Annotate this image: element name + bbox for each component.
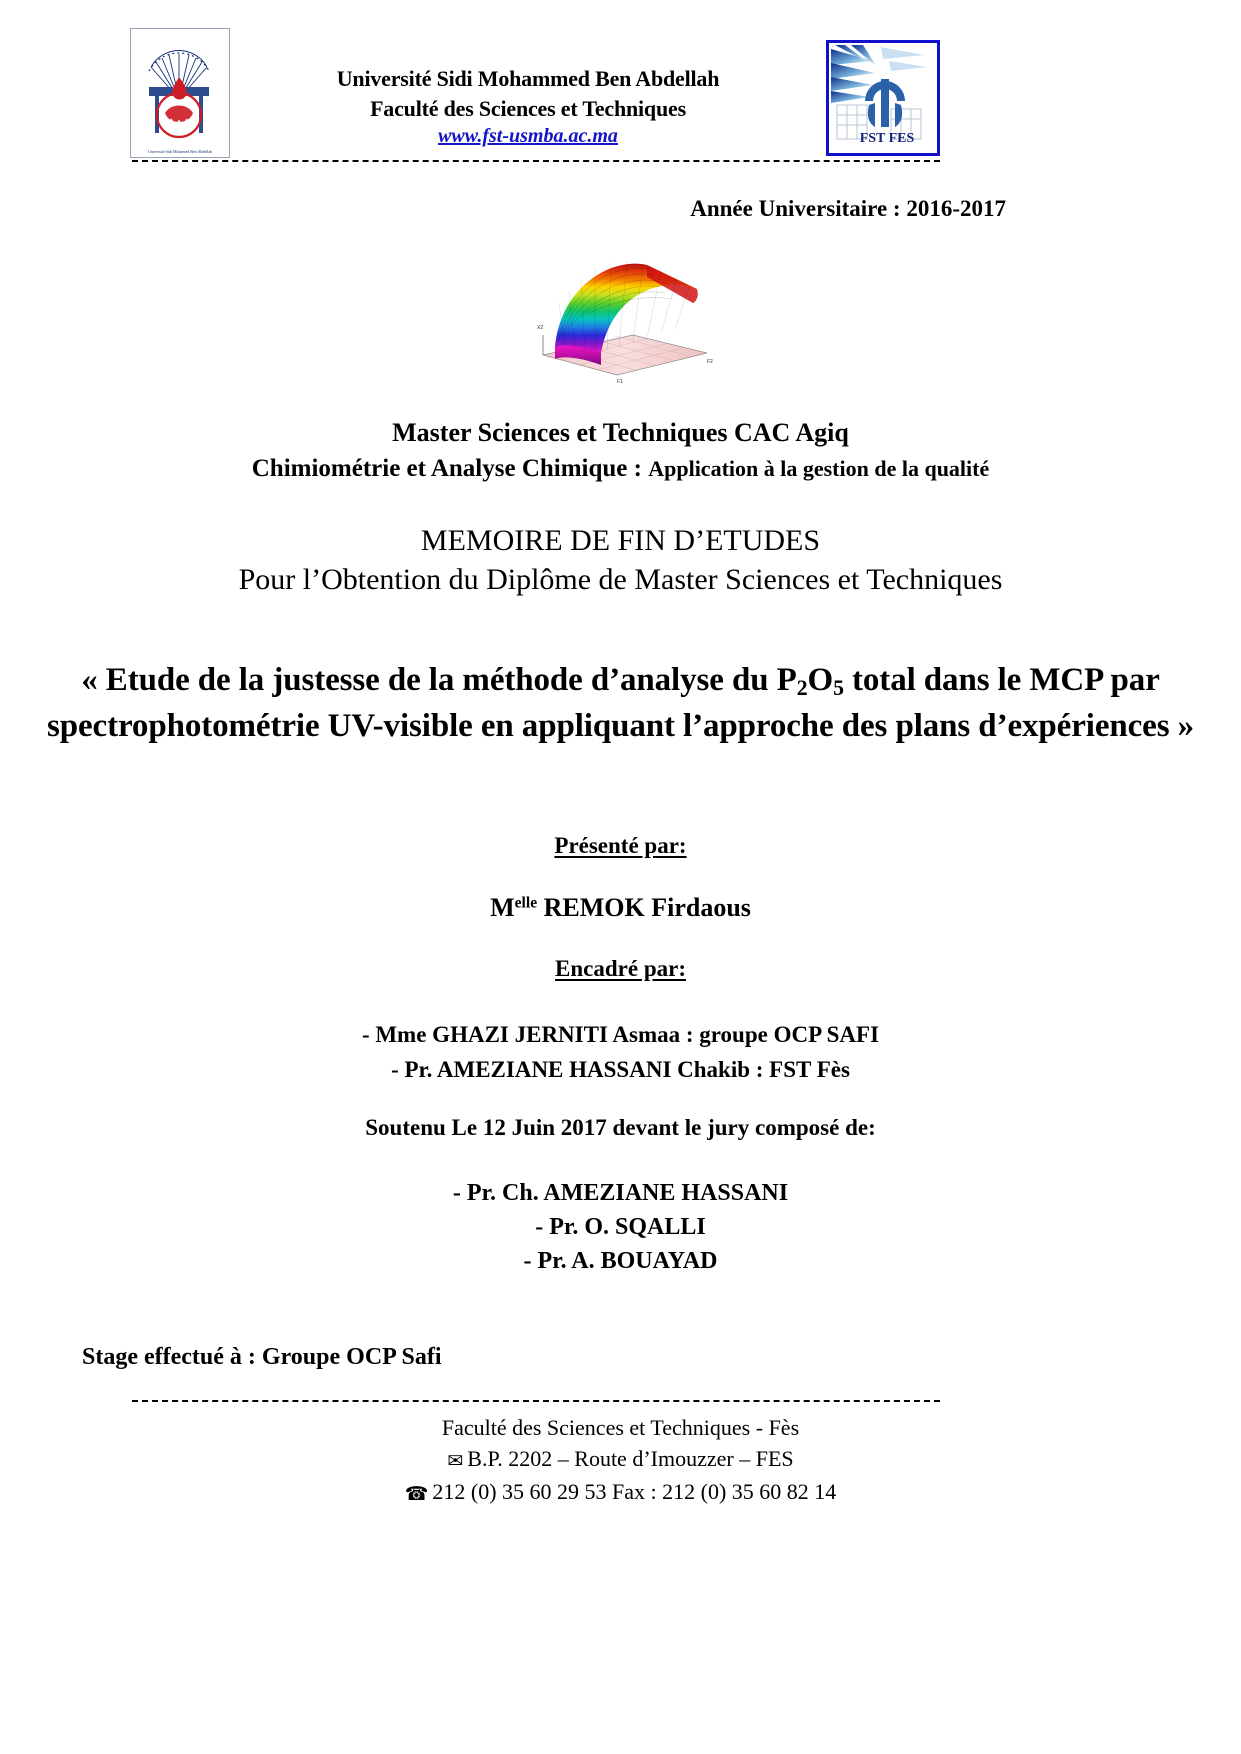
footer-phone: 212 (0) 35 60 29 53 Fax : 212 (0) 35 60 82 14 bbox=[432, 1479, 837, 1505]
plot-y-label: F2 bbox=[706, 359, 713, 365]
internship-line: Stage effectué à : Groupe OCP Safi bbox=[82, 1344, 442, 1370]
jury-list bbox=[0, 1176, 1241, 1278]
program-line-2-strong: Chimiométrie et Analyse Chimique : bbox=[251, 455, 649, 482]
header-titles bbox=[230, 28, 826, 148]
program-line-1: Master Sciences et Techniques CAC Agiq bbox=[392, 418, 849, 447]
thesis-title-part-3: total dans le MCP par spectrophotométrie UV-visible en appliquant l’approche des plans d’expériences » bbox=[46, 662, 1195, 744]
academic-year: Année Universitaire : 2016-2017 bbox=[690, 196, 1006, 221]
program-line-2-rest: Application à la gestion de la qualité bbox=[648, 456, 990, 481]
faculty-website-link[interactable]: www.fst-usmba.ac.ma bbox=[438, 125, 618, 148]
presented-by-label: Présenté par: bbox=[554, 833, 687, 858]
footer-phone-row bbox=[0, 1476, 1241, 1509]
university-name: Université Sidi Mohammed Ben Abdellah bbox=[336, 66, 720, 91]
supervisors-list bbox=[0, 1018, 1241, 1087]
student-name-prefix: M bbox=[490, 893, 515, 922]
document-footer bbox=[0, 1412, 1241, 1509]
defense-line: Soutenu Le 12 Juin 2017 devant le jury composé de: bbox=[365, 1115, 876, 1140]
jury-item: - Pr. O. SQALLI bbox=[535, 1214, 706, 1241]
3d-response-surface-plot bbox=[521, 243, 721, 383]
supervisor-item: - Pr. AMEZIANE HASSANI Chakib : FST Fès bbox=[391, 1056, 850, 1082]
header-divider bbox=[132, 160, 940, 162]
envelope-icon: ✉ bbox=[447, 1451, 464, 1473]
telephone-icon: ☎ bbox=[404, 1484, 429, 1506]
fst-fes-logo bbox=[826, 40, 940, 156]
jury-item: - Pr. Ch. AMEZIANE HASSANI bbox=[452, 1180, 789, 1206]
thesis-title-part-2: O bbox=[807, 662, 834, 698]
thesis-title-part-1: « Etude de la justesse de la méthode d’analyse du P bbox=[81, 662, 797, 698]
student-name-rest: REMOK Firdaous bbox=[537, 893, 751, 922]
document-type-line-2: Pour l’Obtention du Diplôme de Master Sciences et Techniques bbox=[238, 563, 1003, 596]
footer-divider bbox=[132, 1400, 940, 1402]
document-type-line-1: MEMOIRE DE FIN D’ETUDES bbox=[420, 524, 821, 557]
program-line-2 bbox=[0, 455, 1241, 483]
usmba-logo bbox=[130, 28, 230, 158]
usmba-logo-caption: Université Sidi Mohamed Ben Abdellah bbox=[147, 149, 213, 154]
thesis-title-sub-2: 5 bbox=[833, 675, 844, 700]
supervisor-item: - Mme GHAZI JERNITI Asmaa : groupe OCP SAFI bbox=[361, 1022, 880, 1047]
document-header bbox=[130, 28, 940, 163]
fst-fes-logo-text: FST FES bbox=[859, 131, 915, 146]
thesis-title bbox=[0, 658, 1241, 749]
footer-address: B.P. 2202 – Route d’Imouzzer – FES bbox=[467, 1446, 794, 1472]
footer-faculty: Faculté des Sciences et Techniques - Fès bbox=[441, 1415, 800, 1440]
jury-item: - Pr. A. BOUAYAD bbox=[523, 1248, 718, 1275]
student-name-superscript: elle bbox=[514, 894, 538, 912]
supervised-by-label: Encadré par: bbox=[555, 956, 686, 981]
student-name bbox=[0, 893, 1241, 923]
thesis-title-sub-1: 2 bbox=[796, 675, 808, 700]
plot-x-label: F1 bbox=[616, 379, 623, 383]
plot-z-label: X2 bbox=[536, 325, 543, 331]
faculty-name: Faculté des Sciences et Techniques bbox=[370, 95, 686, 121]
footer-address-row bbox=[0, 1443, 1241, 1476]
